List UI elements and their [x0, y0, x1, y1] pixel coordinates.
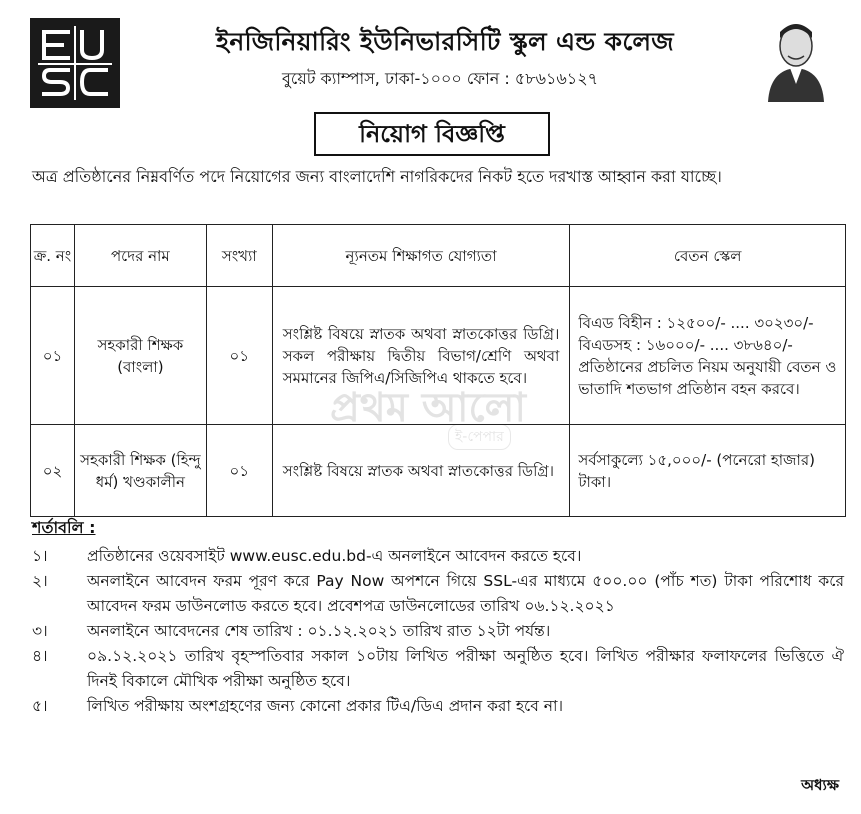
eusc-logo-icon — [30, 18, 120, 108]
salary-line: বিএডসহ : ১৬০০০/- .... ৩৮৬৪০/- — [578, 335, 793, 354]
header-qualification: ন্যূনতম শিক্ষাগত যোগ্যতা — [272, 225, 570, 287]
header-serial: ক্র. নং — [31, 225, 75, 287]
school-logo — [30, 18, 120, 108]
watermark-main: প্রথম আলো — [330, 384, 527, 431]
table-row — [31, 425, 846, 517]
row-count: ০১ — [206, 425, 272, 517]
conditions-list — [32, 544, 844, 719]
header-post: পদের নাম — [74, 225, 206, 287]
watermark-sub: ই-পেপার — [448, 424, 511, 450]
list-item — [32, 644, 844, 694]
row-count: ০১ — [206, 287, 272, 425]
conditions-heading: শর্তাবলি : — [32, 518, 96, 537]
header-count: সংখ্যা — [206, 225, 272, 287]
condition-number: ২। — [32, 572, 48, 590]
row-serial: ০১ — [31, 287, 75, 425]
school-address: বুয়েট ক্যাম্পাস, ঢাকা-১০০০ ফোন : ৫৮৬১৬১২৭ — [281, 69, 598, 88]
mujib-100-portrait — [758, 16, 848, 102]
intro-paragraph: অত্র প্রতিষ্ঠানের নিম্নবর্ণিত পদে নিয়োগের জন্য বাংলাদেশি নাগরিকদের নিকট হতে দরখাস্ত আহ্বান করা যাচ্ছে। — [32, 167, 722, 186]
row-qualification: সংশ্লিষ্ট বিষয়ে স্নাতক অথবা স্নাতকোত্তর ডিগ্রি। — [272, 425, 570, 517]
header-salary: বেতন স্কেল — [570, 225, 846, 287]
table-header-row — [31, 225, 846, 287]
salary-line: প্রতিষ্ঠানের প্রচলিত নিয়ম অনুযায়ী বেতন ও ভাতাদি শতভাগ প্রতিষ্ঠান বহন করবে। — [578, 357, 837, 398]
notice-title: নিয়োগ বিজ্ঞপ্তি — [314, 112, 550, 156]
salary-line: বিএড বিহীন : ১২৫০০/- .... ৩০২৩০/- — [578, 313, 814, 332]
condition-text: অনলাইনে আবেদনের শেষ তারিখ : ০১.১২.২০২১ তারিখ রাত ১২টা পর্যন্ত। — [87, 622, 551, 640]
list-item — [32, 569, 844, 619]
list-item — [32, 544, 844, 569]
row-qualification: সংশ্লিষ্ট বিষয়ে স্নাতক অথবা স্নাতকোত্তর ডিগ্রি। সকল পরীক্ষায় দ্বিতীয় বিভাগ/শ্রেণি অথবা সমমানের জিপিএ/সিজিপিএ থাকতে হবে। — [272, 287, 570, 425]
condition-text: লিখিত পরীক্ষায় অংশগ্রহণের জন্য কোনো প্রকার টিএ/ডিএ প্রদান করা হবে না। — [87, 697, 564, 715]
row-post: সহকারী শিক্ষক (হিন্দু ধর্ম) খণ্ডকালীন — [74, 425, 206, 517]
signature-principal: অধ্যক্ষ — [801, 776, 839, 794]
condition-number: ৪। — [32, 647, 48, 665]
condition-text: অনলাইনে আবেদন ফরম পূরণ করে Pay Now অপশনে গিয়ে SSL-এর মাধ্যমে ৫০০.০০ (পাঁচ শত) টাকা পরিশোধ করে আবেদন ফরম ডাউনলোড করতে হবে। প্রবেশপত্র ডাউনলোডের তারিখ ০৬.১২.২০২১ — [87, 572, 844, 615]
condition-number: ৫। — [32, 697, 48, 715]
table-row — [31, 287, 846, 425]
portrait-icon — [758, 16, 848, 102]
row-post: সহকারী শিক্ষক (বাংলা) — [74, 287, 206, 425]
condition-number: ১। — [32, 547, 48, 565]
row-salary — [570, 425, 846, 517]
row-serial: ০২ — [31, 425, 75, 517]
row-salary — [570, 287, 846, 425]
school-name: ইনজিনিয়ারিং ইউনিভারসিটি স্কুল এন্ড কলেজ — [216, 27, 674, 56]
condition-text: প্রতিষ্ঠানের ওয়েবসাইট www.eusc.edu.bd-এ অনলাইনে আবেদন করতে হবে। — [87, 547, 582, 565]
condition-text: ০৯.১২.২০২১ তারিখ বৃহস্পতিবার সকাল ১০টায় লিখিত পরীক্ষা অনুষ্ঠিত হবে। লিখিত পরীক্ষার ফলাফলের ভিত্তিতে ঐ দিনই বিকালে মৌখিক পরীক্ষা অনুষ্ঠিত হবে। — [87, 647, 844, 690]
vacancy-table — [30, 224, 846, 517]
condition-number: ৩। — [32, 622, 48, 640]
list-item — [32, 694, 844, 719]
list-item — [32, 619, 844, 644]
salary-line: সর্বসাকুল্যে ১৫,০০০/- (পনেরো হাজার) টাকা। — [578, 450, 815, 491]
